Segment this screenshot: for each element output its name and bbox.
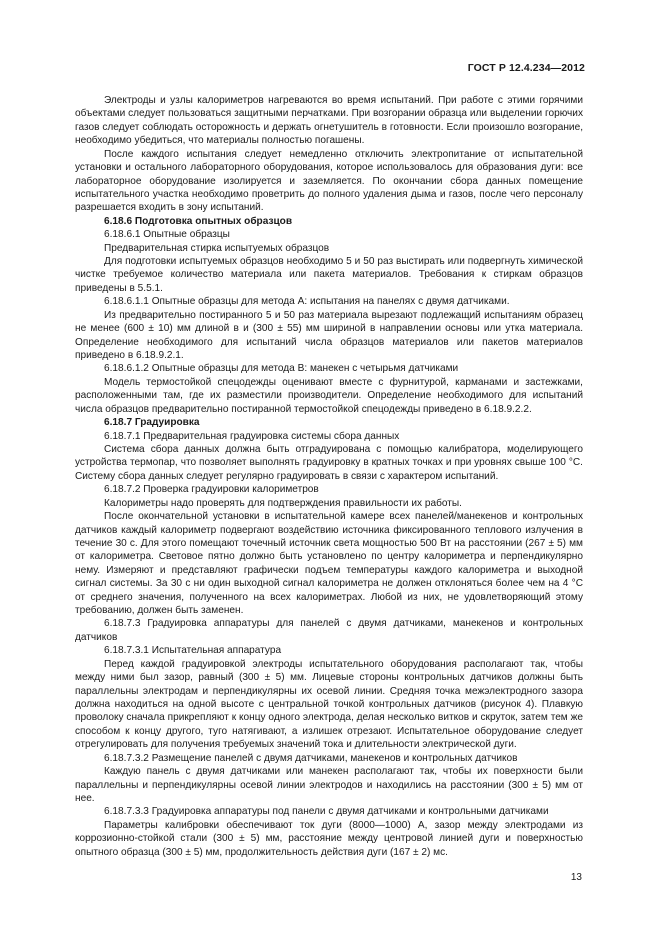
subsection-heading-6-18-7-3-2: 6.18.7.3.2 Размещение панелей с двумя датчиками, манекенов и контрольных датчиков bbox=[104, 752, 518, 764]
subheading-prewash: Предварительная стирка испытуемых образцов bbox=[104, 242, 330, 254]
subsection-heading-6-18-7-2: 6.18.7.2 Проверка градуировки калориметров bbox=[104, 484, 319, 496]
paragraph-calibration-parameters: Параметры калибровки обеспечивают ток дуги (8000—1000) А, зазор между электродами из коррозионно-стойкой стали (300 ± 5) мм, расстояние между центровой линией дуги и поверхностью опытного образца (300 ± 5) мм, продолжительность действия дуги (167 ± 2) мс. bbox=[75, 819, 583, 858]
subsection-heading-6-18-7-3: 6.18.7.3 Градуировка аппаратуры для панелей с двумя датчиками, манекенов и контрольных датчиков bbox=[75, 618, 583, 643]
subsection-heading-6-18-7-1: 6.18.7.1 Предварительная градуировка системы сбора данных bbox=[104, 430, 400, 442]
paragraph-method-a-specimens: Из предварительно постиранного 5 и 50 раз материала вырезают подлежащий испытаниям образец не менее (600 ± 10) мм длиной в и (300 ± 55) мм шириной в направлении основы или утка материала. Определение необходимого для испытаний числа образцов материалов или пакетов материалов приведено в 6.18.9.2.1. bbox=[75, 309, 583, 362]
subsection-heading-6-18-6-1-1: 6.18.6.1.1 Опытные образцы для метода А: испытания на панелях с двумя датчиками. bbox=[104, 296, 510, 308]
paragraph-power-off-ventilation: После каждого испытания следует немедленно отключить электропитание от испытательной установки и остального лабораторного оборудования, которое использовалось для образования дуги: все лабораторное оборудование изолируется и заземляется. По окончании сбора данных помещение испытательного участка необходимо проветрить до полного удаления дыма и газов, после чего персоналу разрешается входить в зону испытаний. bbox=[75, 148, 583, 214]
document-body bbox=[75, 94, 583, 859]
paragraph-calorimeter-check-procedure: После окончательной установки в испытательной камере всех панелей/манекенов и контрольных датчиков каждый калориметр подвергают воздействию источника фиксированного теплового излучения в течение 30 с. Для этого помещают точечный источник света мощностью 500 Вт на расстоянии (267 ± 5) мм от калориметра. Световое пятно должно быть установлено по центру калориметра и перпендикулярно нему. Измеряют и представляют графически подъем температуры каждого калориметра и выходной сигнал системы. За 30 с ни один выходной сигнал калориметра не должен отклоняться более чем на 4 °С от среднего значения, полученного на всех калориметрах. Любой из них, не удовлетворяющий этому требованию, должен быть заменен. bbox=[75, 511, 583, 617]
paragraph-prewash: Для подготовки испытуемых образцов необходимо 5 и 50 раз выстирать или подвергнуть химической чистке требуемое количество материала или пакета материалов. Требования к стиркам образцов приведены в 5.5.1. bbox=[75, 256, 583, 294]
paragraph-safety-hot-objects: Электроды и узлы калориметров нагреваются во время испытаний. При работе с этими горячими объектами следует пользоваться защитными перчатками. При возгорании образца или выделении горючих газов следует соблюдать осторожность и держать огнетушитель в готовности. Если произошло возгорание, необходимо убедиться, что материалы полностью погашены. bbox=[75, 95, 583, 147]
section-heading-6-18-6: 6.18.6 Подготовка опытных образцов bbox=[104, 215, 293, 227]
subsection-heading-6-18-6-1-2: 6.18.6.1.2 Опытные образцы для метода В: манекен с четырьмя датчиками bbox=[104, 363, 459, 375]
paragraph-calorimeter-check-intro: Калориметры надо проверять для подтверждения правильности их работы. bbox=[104, 497, 462, 509]
subsection-heading-6-18-6-1: 6.18.6.1 Опытные образцы bbox=[104, 229, 230, 241]
section-heading-6-18-7: 6.18.7 Градуировка bbox=[104, 417, 200, 429]
paragraph-panel-placement: Каждую панель с двумя датчиками или манекен располагают так, чтобы их поверхности были параллельны и перпендикулярны осевой линии электродов и находились на расстоянии (300 ± 5) мм от нее. bbox=[75, 766, 583, 804]
subsection-heading-6-18-7-3-3: 6.18.7.3.3 Градуировка аппаратуры под панели с двумя датчиками и контрольными датчиками bbox=[104, 806, 549, 818]
standard-designation: ГОСТ Р 12.4.234—2012 bbox=[467, 62, 585, 74]
paragraph-method-b-garment: Модель термостойкой спецодежды оценивают вместе с фурнитурой, карманами и застежками, расположенными там, где их разместили производители. Определение необходимого для испытаний числа образцов предварительно постиранной термостойкой спецодежды приведено в 6.18.9.2.2. bbox=[75, 376, 583, 415]
paragraph-test-apparatus: Перед каждой градуировкой электроды испытательного оборудования располагают так, чтобы между ними был зазор, равный (300 ± 5) мм. Лицевые стороны контрольных датчиков должны быть параллельны электродам и перпендикулярны их осевой линии. Средняя точка межэлектродного зазора должна находиться на одной высоте с центральной точкой контрольных датчиков (рисунок 4). Плавкую проволоку сначала прикрепляют к концу одного электрода, делая несколько витков и скруток, затем тем же способом к концу другого, туго натягивают, а излишек отрезают. Испытательное оборудование следует отрегулировать для получения требуемых значений тока и длительности электрической дуги. bbox=[75, 658, 583, 751]
subsection-heading-6-18-7-3-1: 6.18.7.3.1 Испытательная аппаратура bbox=[104, 645, 282, 657]
paragraph-data-acquisition-calibration: Система сбора данных должна быть отградуирована с помощью калибратора, моделирующего устройства термопар, что позволяет выполнять градуировку в кратных точках и при уровнях свыше 100 °С. Систему сбора данных следует регулярно градуировать в связи с характером испытаний. bbox=[75, 443, 583, 482]
page-number: 13 bbox=[570, 872, 582, 883]
